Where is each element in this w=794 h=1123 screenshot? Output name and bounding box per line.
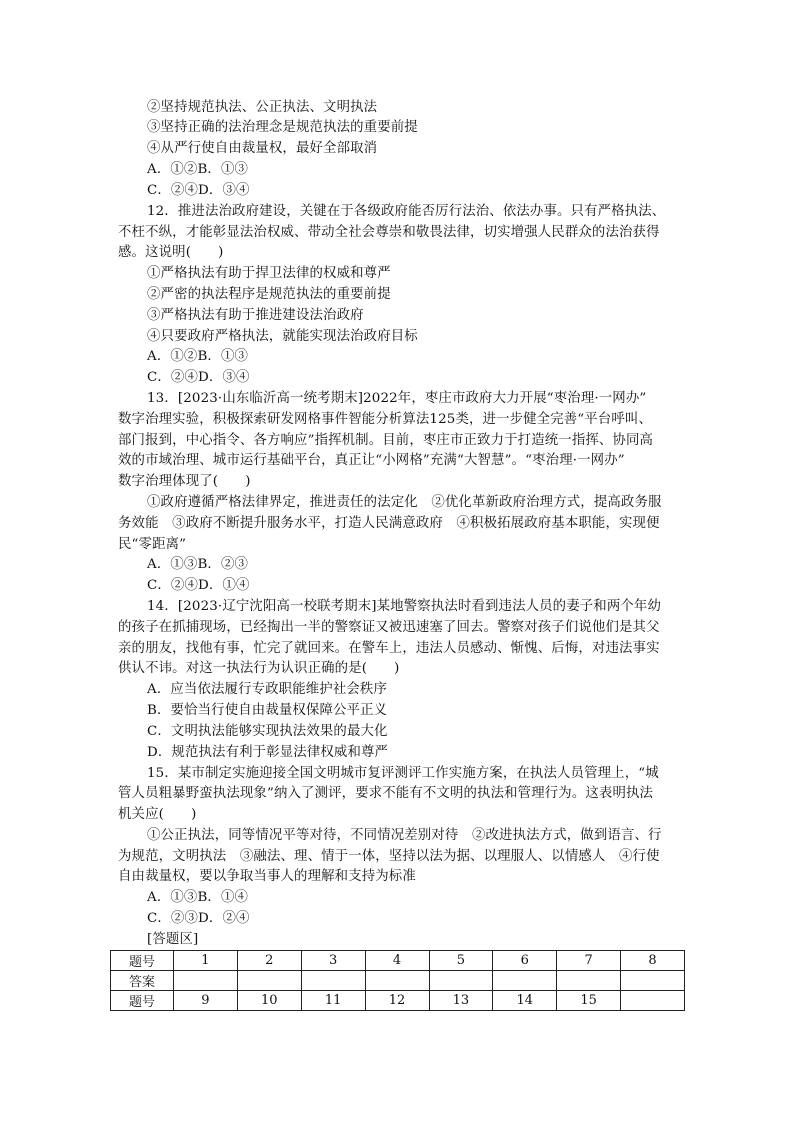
q13-stem-line-5: 数字治理体现了( ) bbox=[118, 474, 251, 489]
q13-stem-line-4: 效的市域治理、城市运行基础平台，真正让“小网格”充满“大智慧”。“枣治理·一网办” bbox=[118, 453, 625, 468]
question-number-cell: 15 bbox=[557, 991, 621, 1011]
q13-stem-line-2: 数字治理实验，积极探索研发网格事件智能分析算法125类，进一步健全完善“平台呼叫、 bbox=[118, 412, 653, 427]
question-number-cell: 3 bbox=[301, 951, 365, 971]
q14-option-c: C．文明执法能够实现执法效果的最大化 bbox=[147, 724, 388, 739]
answer-cell[interactable] bbox=[429, 971, 493, 991]
q11-choice-cd: C．②④D．③④ bbox=[147, 183, 250, 198]
q13-options-line-3: 民“零距离” bbox=[118, 537, 187, 552]
question-number-cell: 14 bbox=[493, 991, 557, 1011]
question-number-cell: 9 bbox=[174, 991, 238, 1011]
table-row bbox=[111, 971, 685, 991]
question-number-cell: 7 bbox=[557, 951, 621, 971]
answer-cell[interactable] bbox=[174, 971, 238, 991]
answer-header: 答案 bbox=[111, 971, 174, 991]
q14-stem-line-1: 14．[2023·辽宁沈阳高一校联考期末]某地警察执法时看到违法人员的妻子和两个年幼 bbox=[147, 599, 662, 614]
table-row bbox=[111, 991, 685, 1011]
q14-stem-line-2: 的孩子在抓捕现场，已经掏出一半的警察证又被迅速塞了回去。警察对孩子们说他们是其父 bbox=[118, 620, 660, 635]
q15-stem-line-1: 15．某市制定实施迎接全国文明城市复评测评工作实施方案，在执法人员管理上，“城 bbox=[147, 766, 659, 781]
question-number-cell: 4 bbox=[365, 951, 429, 971]
q15-stem-line-3: 机关应( ) bbox=[118, 807, 197, 822]
question-number-cell: 12 bbox=[365, 991, 429, 1011]
question-number-header: 题号 bbox=[111, 991, 174, 1011]
q11-option-3: ③坚持正确的法治理念是规范执法的重要前提 bbox=[147, 120, 418, 135]
q15-options-line-3: 自由裁量权，要以争取当事人的理解和支持为标准 bbox=[118, 869, 416, 884]
q12-option-4: ④只要政府严格执法，就能实现法治政府目标 bbox=[147, 329, 418, 344]
q12-option-3: ③严格执法有助于推进建设法治政府 bbox=[147, 308, 364, 323]
q11-option-2: ②坚持规范执法、公正执法、文明执法 bbox=[147, 100, 378, 115]
q11-choice-ab: A．①②B．①③ bbox=[147, 162, 249, 177]
q12-choice-ab: A．①②B．①③ bbox=[147, 349, 249, 364]
q12-stem-line-2: 不枉不纵，才能彰显法治权威、带动全社会尊崇和敬畏法律，切实增强人民群众的法治获得 bbox=[118, 225, 660, 240]
q14-option-a: A．应当依法履行专政职能维护社会秩序 bbox=[147, 682, 388, 697]
q12-stem-line-1: 12．推进法治政府建设，关键在于各级政府能否厉行法治、依法办事。只有严格执法、 bbox=[147, 204, 666, 219]
question-number-cell: 2 bbox=[237, 951, 301, 971]
q15-choice-cd: C．②③D．②④ bbox=[147, 911, 250, 926]
question-number-cell: 6 bbox=[493, 951, 557, 971]
question-number-cell: 8 bbox=[621, 951, 685, 971]
q13-options-line-1: ①政府遵循严格法律界定，推进责任的法定化 ②优化革新政府治理方式，提高政务服 bbox=[147, 495, 662, 510]
answer-cell[interactable] bbox=[365, 971, 429, 991]
table-row bbox=[111, 951, 685, 971]
q14-option-d: D．规范执法有利于彰显法律权威和尊严 bbox=[147, 745, 389, 760]
q11-option-4: ④从严行使自由裁量权，最好全部取消 bbox=[147, 141, 378, 156]
q15-options-line-2: 为规范，文明执法 ③融法、理、情于一体，坚持以法为据、以理服人、以情感人 ④行使 bbox=[118, 849, 660, 864]
answer-cell[interactable] bbox=[621, 971, 685, 991]
q13-choice-cd: C．②④D．①④ bbox=[147, 578, 250, 593]
q12-stem-line-3: 感。这说明( ) bbox=[118, 245, 224, 260]
question-number-cell: 11 bbox=[301, 991, 365, 1011]
question-number-cell: 10 bbox=[237, 991, 301, 1011]
q14-stem-line-4: 供认不讳。对这一执法行为认识正确的是( ) bbox=[118, 661, 400, 676]
q15-stem-line-2: 管人员粗暴野蛮执法现象”纳入了测评，要求不能有不文明的执法和管理行为。这表明执法 bbox=[118, 786, 654, 801]
question-number-header: 题号 bbox=[111, 951, 174, 971]
question-number-cell: 13 bbox=[429, 991, 493, 1011]
q14-stem-line-3: 亲的朋友，找他有事，忙完了就回来。在警车上，违法人员感动、惭愧、后悔，对违法事实 bbox=[118, 641, 660, 656]
question-number-cell: 5 bbox=[429, 951, 493, 971]
q15-options-line-1: ①公正执法，同等情况平等对待，不同情况差别对待 ②改进执法方式，做到语言、行 bbox=[147, 828, 662, 843]
q13-options-line-2: 务效能 ③政府不断提升服务水平，打造人民满意政府 ④积极拓展政府基本职能，实现便 bbox=[118, 516, 660, 531]
answer-area-label: [答题区] bbox=[147, 932, 199, 947]
q13-stem-line-3: 部门报到，中心指令、各方响应”指挥机制。目前，枣庄市正致力于打造统一指挥、协同高 bbox=[118, 433, 654, 448]
q12-choice-cd: C．②④D．③④ bbox=[147, 370, 250, 385]
answer-cell[interactable] bbox=[557, 971, 621, 991]
q13-stem-line-1: 13．[2023·山东临沂高一统考期末]2022年，枣庄市政府大力开展“枣治理·一网办” bbox=[147, 391, 647, 406]
q12-option-2: ②严密的执法程序是规范执法的重要前提 bbox=[147, 287, 391, 302]
answer-cell[interactable] bbox=[237, 971, 301, 991]
q15-choice-ab: A．①③B．①④ bbox=[147, 890, 249, 905]
question-number-cell bbox=[621, 991, 685, 1011]
answer-cell[interactable] bbox=[493, 971, 557, 991]
answer-cell[interactable] bbox=[301, 971, 365, 991]
q12-option-1: ①严格执法有助于捍卫法律的权威和尊严 bbox=[147, 266, 391, 281]
q13-choice-ab: A．①③B．②③ bbox=[147, 557, 249, 572]
q14-option-b: B．要恰当行使自由裁量权保障公平正义 bbox=[147, 703, 388, 718]
answer-table bbox=[110, 950, 685, 1011]
question-number-cell: 1 bbox=[174, 951, 238, 971]
